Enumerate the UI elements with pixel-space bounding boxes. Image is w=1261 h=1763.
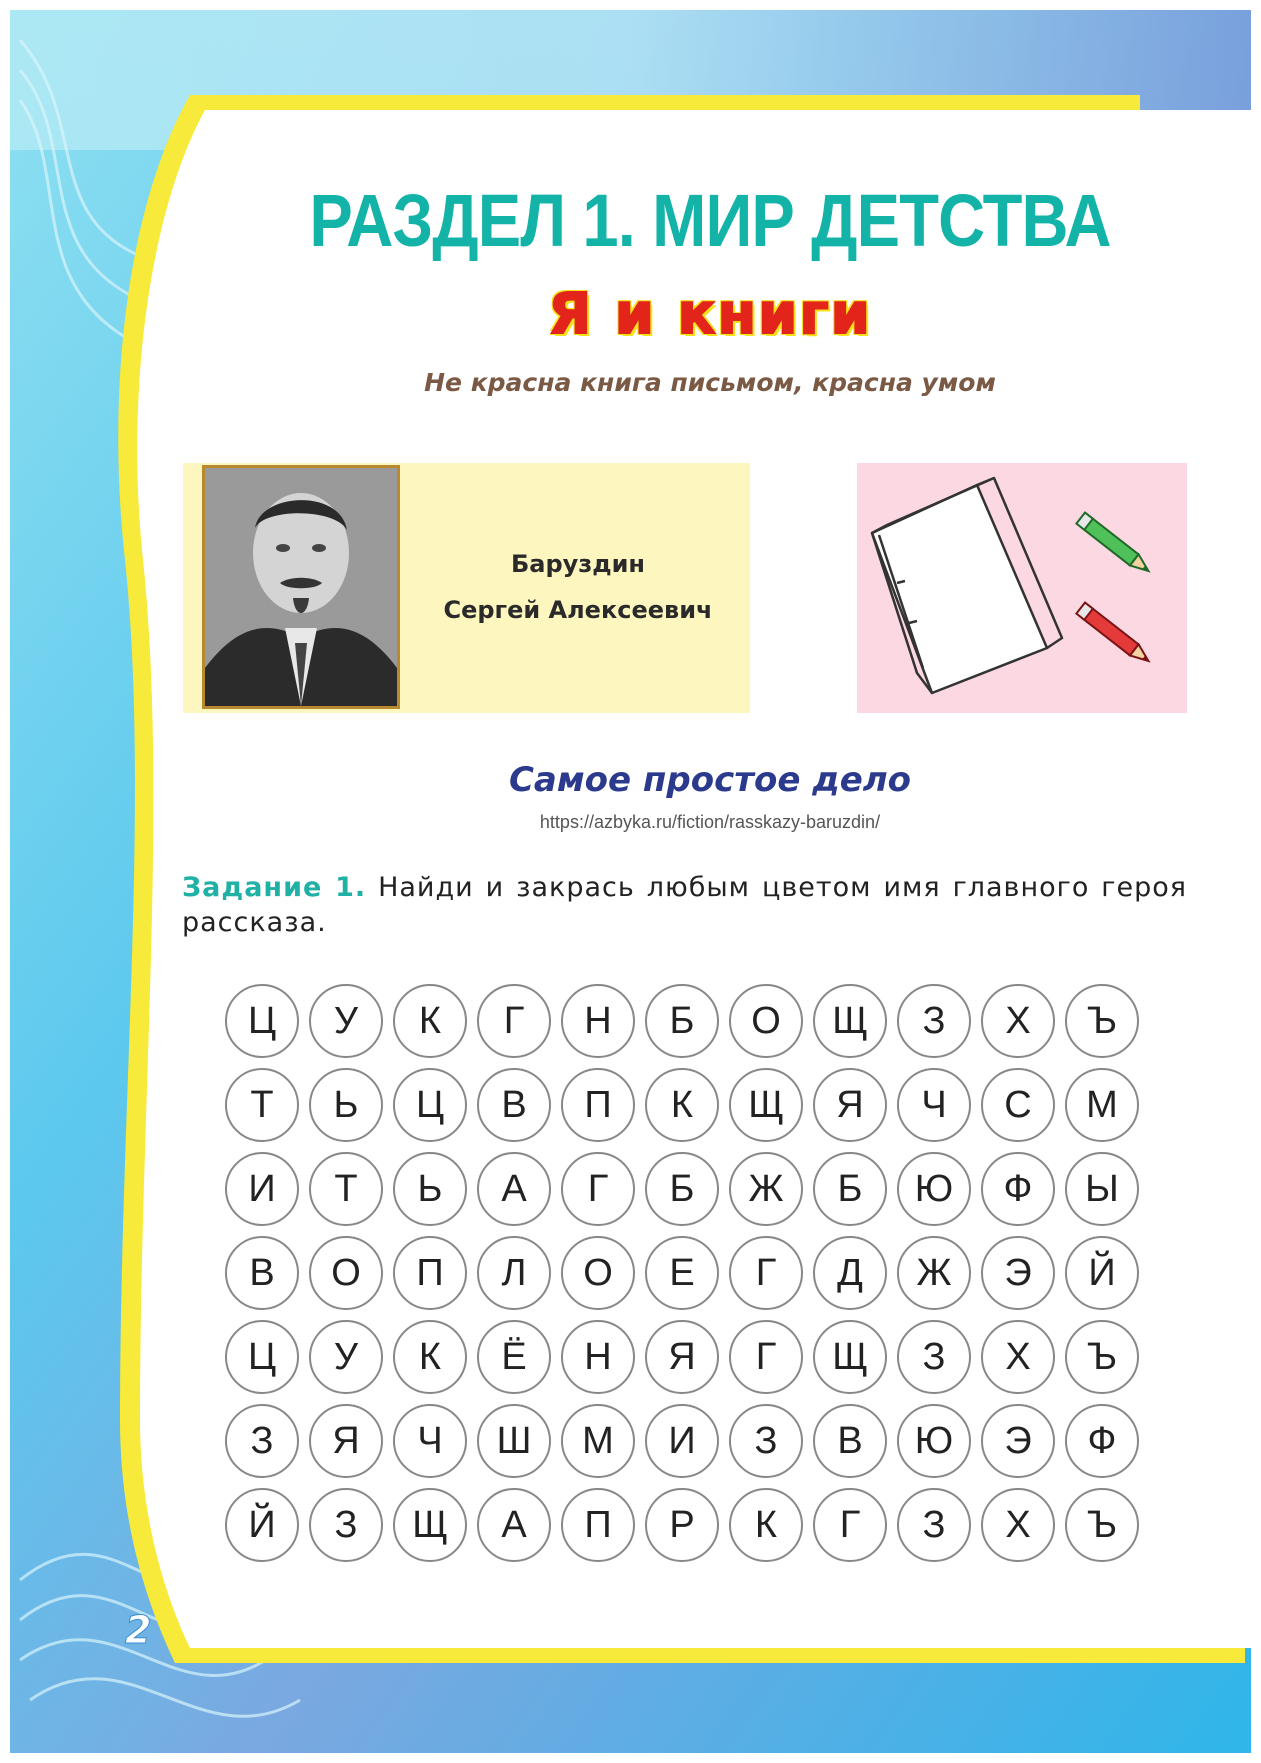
- author-first-name: Сергей Алексеевич: [443, 596, 713, 624]
- letter-circle[interactable]: Ф: [1065, 1404, 1139, 1478]
- proverb: Не красна книга письмом, красна умом: [424, 368, 996, 397]
- letter-circle[interactable]: Т: [309, 1152, 383, 1226]
- letter-circle[interactable]: Й: [1065, 1236, 1139, 1310]
- letter-circle[interactable]: У: [309, 984, 383, 1058]
- letter-circle[interactable]: Х: [981, 1488, 1055, 1562]
- letter-circle[interactable]: Г: [477, 984, 551, 1058]
- letter-circle[interactable]: З: [897, 1320, 971, 1394]
- letter-circle[interactable]: Э: [981, 1404, 1055, 1478]
- letter-circle[interactable]: Ь: [309, 1068, 383, 1142]
- letter-circle[interactable]: Х: [981, 1320, 1055, 1394]
- letter-circle[interactable]: Щ: [813, 1320, 887, 1394]
- letter-circle[interactable]: Щ: [393, 1488, 467, 1562]
- letter-grid-row: [225, 984, 1145, 1068]
- letter-circle[interactable]: П: [561, 1488, 635, 1562]
- task-label: Задание 1.: [182, 872, 367, 903]
- letter-circle[interactable]: Х: [981, 984, 1055, 1058]
- letter-grid-row: [225, 1068, 1145, 1152]
- letter-circle[interactable]: М: [1065, 1068, 1139, 1142]
- letter-circle[interactable]: Ф: [981, 1152, 1055, 1226]
- author-surname: Баруздин: [510, 550, 646, 578]
- section-title: РАЗДЕЛ 1. МИР ДЕТСТВА: [309, 179, 1111, 262]
- letter-circle[interactable]: Ю: [897, 1404, 971, 1478]
- letter-circle[interactable]: Я: [813, 1068, 887, 1142]
- letter-circle[interactable]: Б: [645, 1152, 719, 1226]
- page-number: 2: [125, 1608, 152, 1652]
- letter-circle[interactable]: Ъ: [1065, 1488, 1139, 1562]
- book-icon: [872, 478, 1062, 693]
- letter-circle[interactable]: Щ: [729, 1068, 803, 1142]
- letter-circle[interactable]: В: [813, 1404, 887, 1478]
- letter-circle[interactable]: Г: [729, 1236, 803, 1310]
- letter-circle[interactable]: Ъ: [1065, 1320, 1139, 1394]
- letter-circle[interactable]: Г: [729, 1320, 803, 1394]
- letter-grid-row: [225, 1152, 1145, 1236]
- lesson-subtitle: Я и книги: [548, 282, 872, 347]
- letter-circle[interactable]: К: [645, 1068, 719, 1142]
- letter-circle[interactable]: К: [393, 1320, 467, 1394]
- letter-circle[interactable]: З: [729, 1404, 803, 1478]
- letter-circle[interactable]: Л: [477, 1236, 551, 1310]
- story-title: Самое простое дело: [508, 760, 912, 800]
- letter-circle[interactable]: З: [897, 1488, 971, 1562]
- letter-circle[interactable]: Й: [225, 1488, 299, 1562]
- letter-circle[interactable]: С: [981, 1068, 1055, 1142]
- letter-circle[interactable]: З: [897, 984, 971, 1058]
- letter-circle[interactable]: Ц: [225, 1320, 299, 1394]
- task-instruction: [182, 870, 1187, 940]
- letter-circle[interactable]: Т: [225, 1068, 299, 1142]
- task-text: Найди и закрась любым цветом имя главного героя рассказа.: [182, 872, 1187, 938]
- letter-circle[interactable]: Г: [561, 1152, 635, 1226]
- letter-grid-row: [225, 1236, 1145, 1320]
- book-card: [857, 463, 1187, 713]
- letter-circle[interactable]: О: [309, 1236, 383, 1310]
- letter-circle[interactable]: Ы: [1065, 1152, 1139, 1226]
- letter-circle[interactable]: Г: [813, 1488, 887, 1562]
- letter-circle[interactable]: Ъ: [1065, 984, 1139, 1058]
- letter-circle[interactable]: Ё: [477, 1320, 551, 1394]
- letter-circle[interactable]: У: [309, 1320, 383, 1394]
- letter-circle[interactable]: О: [729, 984, 803, 1058]
- letter-circle[interactable]: Ж: [897, 1236, 971, 1310]
- letter-circle[interactable]: З: [309, 1488, 383, 1562]
- letter-circle[interactable]: Ж: [729, 1152, 803, 1226]
- letter-circle[interactable]: Ч: [897, 1068, 971, 1142]
- letter-circle[interactable]: Б: [813, 1152, 887, 1226]
- letter-circle[interactable]: Я: [309, 1404, 383, 1478]
- letter-circle[interactable]: П: [561, 1068, 635, 1142]
- letter-circle[interactable]: О: [561, 1236, 635, 1310]
- letter-circle[interactable]: Р: [645, 1488, 719, 1562]
- letter-circle[interactable]: Н: [561, 1320, 635, 1394]
- letter-circle[interactable]: З: [225, 1404, 299, 1478]
- author-portrait: [202, 465, 400, 709]
- letter-circle[interactable]: В: [225, 1236, 299, 1310]
- letter-circle[interactable]: Д: [813, 1236, 887, 1310]
- letter-circle[interactable]: Щ: [813, 984, 887, 1058]
- letter-circle[interactable]: К: [393, 984, 467, 1058]
- letter-circle[interactable]: Ц: [225, 984, 299, 1058]
- author-card: [183, 463, 750, 713]
- story-link[interactable]: https://azbyka.ru/fiction/rasskazy-baruzdin/: [539, 812, 881, 832]
- letter-circle[interactable]: А: [477, 1152, 551, 1226]
- letter-circle[interactable]: Ш: [477, 1404, 551, 1478]
- letter-circle[interactable]: Б: [645, 984, 719, 1058]
- letter-grid-row: [225, 1488, 1145, 1572]
- letter-circle[interactable]: Ц: [393, 1068, 467, 1142]
- letter-circle[interactable]: Н: [561, 984, 635, 1058]
- letter-grid-row: [225, 1320, 1145, 1404]
- letter-circle[interactable]: В: [477, 1068, 551, 1142]
- letter-circle[interactable]: Я: [645, 1320, 719, 1394]
- letter-circle[interactable]: А: [477, 1488, 551, 1562]
- letter-circle[interactable]: И: [225, 1152, 299, 1226]
- letter-circle[interactable]: Ь: [393, 1152, 467, 1226]
- letter-circle[interactable]: Е: [645, 1236, 719, 1310]
- letter-circle[interactable]: Ю: [897, 1152, 971, 1226]
- letter-circle[interactable]: П: [393, 1236, 467, 1310]
- letter-circle[interactable]: К: [729, 1488, 803, 1562]
- letter-grid-row: [225, 1404, 1145, 1488]
- green-pencil-icon: [1076, 513, 1152, 577]
- letter-circle[interactable]: М: [561, 1404, 635, 1478]
- letter-grid: [225, 984, 1145, 1572]
- letter-circle[interactable]: И: [645, 1404, 719, 1478]
- letter-circle[interactable]: Э: [981, 1236, 1055, 1310]
- author-name: [413, 541, 743, 633]
- red-pencil-icon: [1076, 603, 1152, 667]
- letter-circle[interactable]: Ч: [393, 1404, 467, 1478]
